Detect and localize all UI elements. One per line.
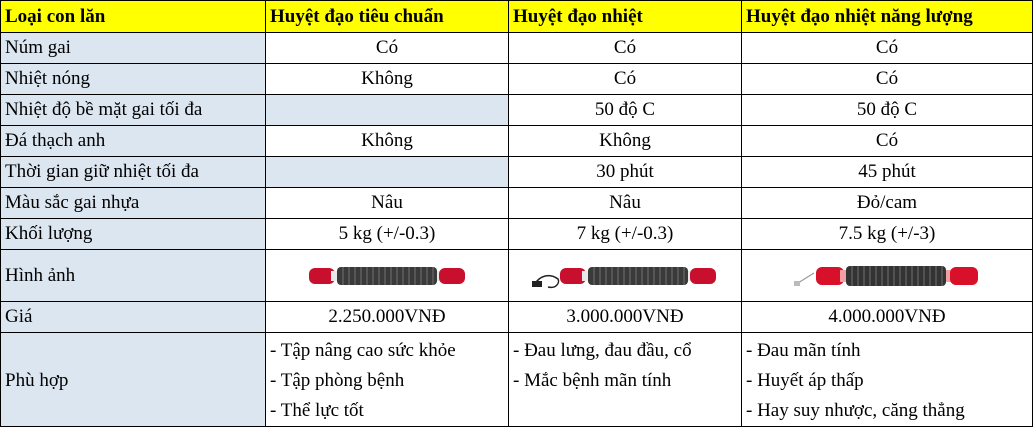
cell-value: Đỏ/cam	[742, 188, 1033, 219]
cell-value: Không	[266, 126, 509, 157]
cell-value: 7 kg (+/-0.3)	[509, 219, 742, 250]
row-label: Giá	[1, 302, 266, 333]
cell-value: 50 độ C	[509, 95, 742, 126]
cell-value: 30 phút	[509, 157, 742, 188]
list-item: - Mắc bệnh mãn tính	[513, 370, 672, 391]
table-row	[1, 188, 1033, 219]
row-label: Núm gai	[1, 33, 266, 64]
cell-value: Có	[742, 33, 1033, 64]
image-row	[1, 250, 1033, 302]
list-item: - Hay suy nhược, căng thẳng	[746, 400, 965, 421]
cell-value: Không	[266, 64, 509, 95]
list-item: - Thể lực tốt	[270, 400, 364, 421]
cell-value: 50 độ C	[742, 95, 1033, 126]
row-label: Thời gian giữ nhiệt tối đa	[1, 157, 266, 188]
cell-value: Có	[509, 64, 742, 95]
table-row	[1, 219, 1033, 250]
suitability-list	[509, 333, 742, 427]
cell-value: Nâu	[266, 188, 509, 219]
cell-image	[509, 250, 742, 302]
price-value: 2.250.000VNĐ	[266, 302, 509, 333]
cell-value: Có	[742, 64, 1033, 95]
row-label: Hình ảnh	[1, 250, 266, 302]
cell-image	[742, 250, 1033, 302]
cell-value: 7.5 kg (+/-3)	[742, 219, 1033, 250]
row-label: Màu sắc gai nhựa	[1, 188, 266, 219]
cell-value: 5 kg (+/-0.3)	[266, 219, 509, 250]
cell-empty	[266, 157, 509, 188]
table-row	[1, 157, 1033, 188]
row-label: Nhiệt độ bề mặt gai tối đa	[1, 95, 266, 126]
row-label: Phù hợp	[1, 333, 266, 427]
list-item: - Tập phòng bệnh	[270, 370, 405, 391]
list-item: - Huyết áp thấp	[746, 370, 864, 391]
suitability-list	[742, 333, 1033, 427]
row-label: Nhiệt nóng	[1, 64, 266, 95]
list-item: - Tập nâng cao sức khỏe	[270, 340, 456, 361]
price-row	[1, 302, 1033, 333]
roller-thermal-image	[530, 259, 720, 293]
cell-value: Nâu	[509, 188, 742, 219]
table-row	[1, 126, 1033, 157]
cell-value: 45 phút	[742, 157, 1033, 188]
cell-value: Có	[509, 33, 742, 64]
list-item: - Đau lưng, đau đầu, cổ	[513, 340, 692, 361]
list-item: - Đau mãn tính	[746, 340, 861, 361]
row-label: Khối lượng	[1, 219, 266, 250]
row-label: Đá thạch anh	[1, 126, 266, 157]
table-row	[1, 64, 1033, 95]
header-standard: Huyệt đạo tiêu chuẩn	[266, 1, 509, 33]
header-row	[1, 1, 1033, 33]
header-thermal: Huyệt đạo nhiệt	[509, 1, 742, 33]
cell-image	[266, 250, 509, 302]
header-thermal-energy: Huyệt đạo nhiệt năng lượng	[742, 1, 1033, 33]
price-value: 3.000.000VNĐ	[509, 302, 742, 333]
price-value: 4.000.000VNĐ	[742, 302, 1033, 333]
suitability-list	[266, 333, 509, 427]
roller-thermal-energy-image	[792, 259, 982, 293]
suitability-row	[1, 333, 1033, 427]
cell-value: Có	[266, 33, 509, 64]
cell-value: Có	[742, 126, 1033, 157]
table-row	[1, 95, 1033, 126]
table-row	[1, 33, 1033, 64]
header-type: Loại con lăn	[1, 1, 266, 33]
cell-empty	[266, 95, 509, 126]
cell-value: Không	[509, 126, 742, 157]
roller-standard-image	[307, 261, 467, 291]
